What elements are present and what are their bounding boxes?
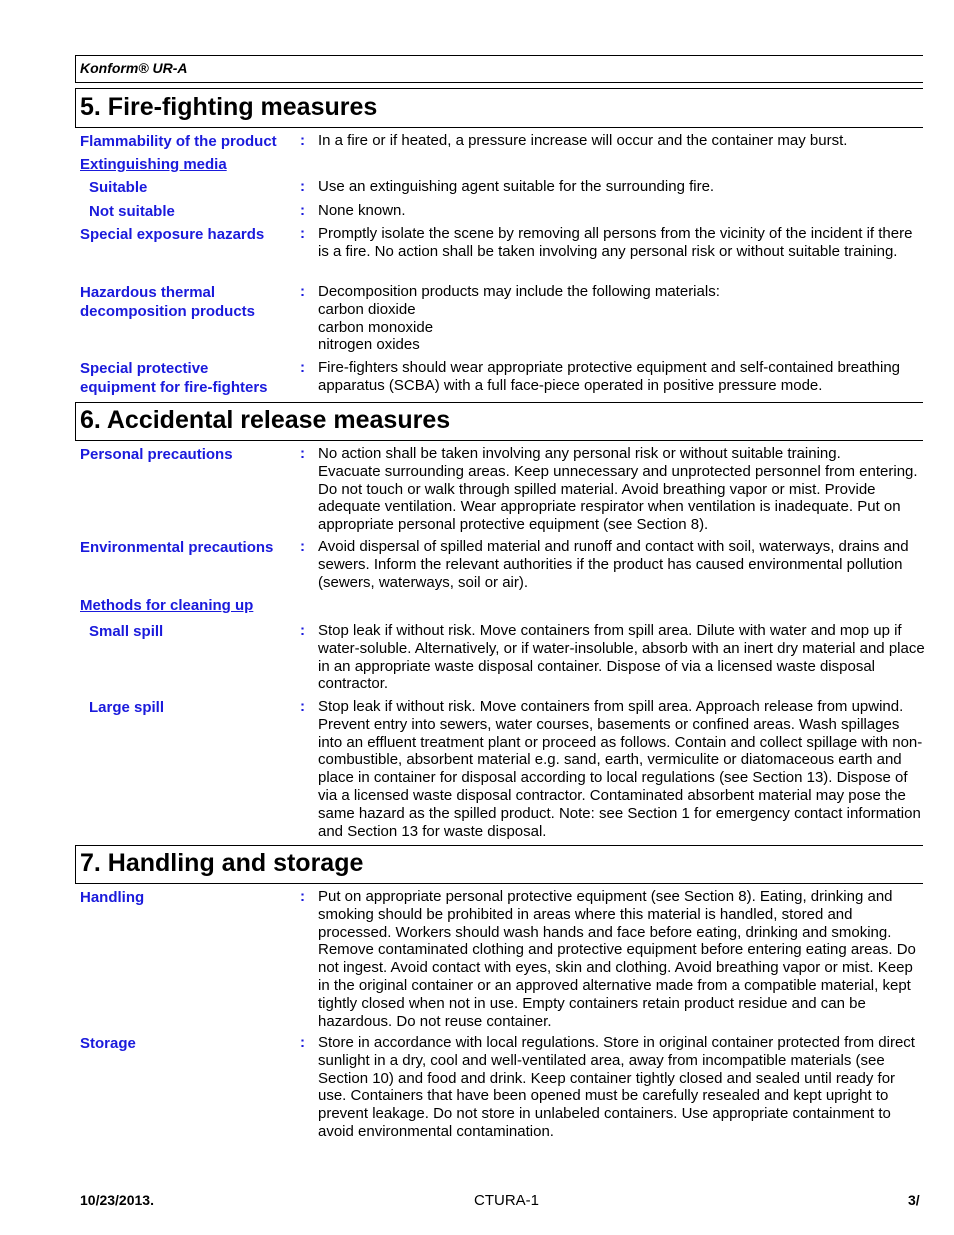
colon: : (300, 132, 305, 149)
methods-cleaning-heading: Methods for cleaning up (80, 597, 254, 614)
large-spill-value: Stop leak if without risk. Move containers from spill area. Approach release from upwind. Prevent entry into sewers, water courses, basements or confined areas. Wash spillages into an effluent treatment plant or proceed as follows. Contain and collect spillage with non-combustible, absorbent material e.g. sand, earth, vermiculite or diatomaceous earth and place in container for disposal according to local regulations (see Section 13). Dispose of via a licensed waste disposal contractor. Contaminated absorbent material may pose the same hazard as the spilled product. Note: see Section 1 for emergency contact information and Section 13 for waste disposal. (318, 698, 923, 840)
protective-label-line-1: Special protective (80, 360, 209, 377)
section-7-header (75, 845, 923, 884)
handling-label: Handling (80, 889, 145, 906)
colon: : (300, 359, 305, 376)
environmental-precautions-label: Environmental precautions (80, 539, 274, 556)
section-7-title: 7. Handling and storage (80, 849, 364, 877)
colon: : (300, 225, 305, 242)
protective-label-line-2: equipment for fire-fighters (80, 379, 268, 396)
large-spill-label: Large spill (89, 699, 165, 716)
extinguishing-media-heading: Extinguishing media (80, 156, 227, 173)
section-5-title: 5. Fire-fighting measures (80, 93, 378, 121)
colon: : (300, 1034, 305, 1051)
handling-value: Put on appropriate personal protective equipment (see Section 8). Eating, drinking and smoking should be prohibited in areas where this material is handled, stored and processed. Workers should wash hands and face before eating, drinking and smoking. Remove contaminated clothing and protective equipment before entering eating areas. Do not ingest. Avoid contact with eyes, skin and clothing. Avoid breathing vapor or mist. Keep in the original container or an approved alternative made from a compatible material, kept tightly closed when not in use. Empty containers retain product residue and can be hazardous. Do not reuse container. (318, 888, 916, 1030)
hazardous-decomposition-label (80, 283, 255, 321)
storage-value: Store in accordance with local regulations. Store in original container protected from direct sunlight in a dry, cool and well-ventilated area, away from incompatible materials (see Section 10) and food and drink. Keep container tightly closed and sealed until ready for use. Containers that have been opened must be carefully resealed and kept upright to prevent leakage. Do not store in unlabeled containers. Use appropriate containment to avoid environmental contamination. (318, 1034, 915, 1140)
hazardous-label-line-2: decomposition products (80, 303, 256, 320)
section-6-title: 6. Accidental release measures (80, 406, 451, 434)
section-5-header (75, 88, 923, 128)
small-spill-value: Stop leak if without risk. Move containers from spill area. Dilute with water and mop up if water-soluble. Alternatively, or if water-insoluble, absorb with an inert dry material and place in an appropriate waste disposal container. Dispose of via a licensed waste disposal contractor. (318, 622, 925, 693)
colon: : (300, 698, 305, 715)
product-name: Konform® UR-A (80, 60, 188, 76)
storage-label: Storage (80, 1035, 136, 1052)
colon: : (300, 622, 305, 639)
section-6-header (75, 402, 923, 441)
special-exposure-value: Promptly isolate the scene by removing all persons from the vicinity of the incident if there is a fire. No action shall be taken involving any personal risk or without suitable training. (318, 225, 913, 260)
suitable-label: Suitable (89, 179, 148, 196)
hazardous-decomposition-value: Decomposition products may include the following materials: carbon dioxide carbon monoxide nitrogen oxides (318, 283, 720, 354)
footer-page-number: 3/ (908, 1192, 920, 1208)
flammability-value: In a fire or if heated, a pressure increase will occur and the container may burst. (318, 132, 848, 149)
colon: : (300, 202, 305, 219)
protective-equipment-value: Fire-fighters should wear appropriate protective equipment and self-contained breathing apparatus (SCBA) with a full face-piece operated in positive pressure mode. (318, 359, 901, 394)
small-spill-label: Small spill (89, 623, 164, 640)
environmental-precautions-value: Avoid dispersal of spilled material and runoff and contact with soil, waterways, drains and sewers. Inform the relevant authorities if the product has caused environmental pollution (sewers, waterways, soil or air). (318, 538, 909, 591)
colon: : (300, 888, 305, 905)
product-header-box (75, 55, 923, 83)
footer-code: CTURA-1 (474, 1192, 540, 1209)
special-exposure-label: Special exposure hazards (80, 226, 265, 243)
footer-date: 10/23/2013. (80, 1192, 154, 1208)
not-suitable-value: None known. (318, 202, 406, 219)
colon: : (300, 283, 305, 300)
personal-precautions-value: No action shall be taken involving any personal risk or without suitable training. Evacuate surrounding areas. Keep unnecessary and unprotected personnel from entering. Do not touch or walk through spilled material. Avoid breathing vapor or mist. Provide adequate ventilation. Wear appropriate respirator when ventilation is inadequate. Put on appropriate personal protective equipment (see Section 8). (318, 445, 918, 534)
protective-equipment-label (80, 359, 268, 397)
colon: : (300, 445, 305, 462)
flammability-label: Flammability of the product (80, 133, 277, 150)
colon: : (300, 538, 305, 555)
colon: : (300, 178, 305, 195)
suitable-value: Use an extinguishing agent suitable for the surrounding fire. (318, 178, 715, 195)
hazardous-label-line-1: Hazardous thermal (80, 284, 216, 301)
personal-precautions-label: Personal precautions (80, 446, 233, 463)
not-suitable-label: Not suitable (89, 203, 175, 220)
